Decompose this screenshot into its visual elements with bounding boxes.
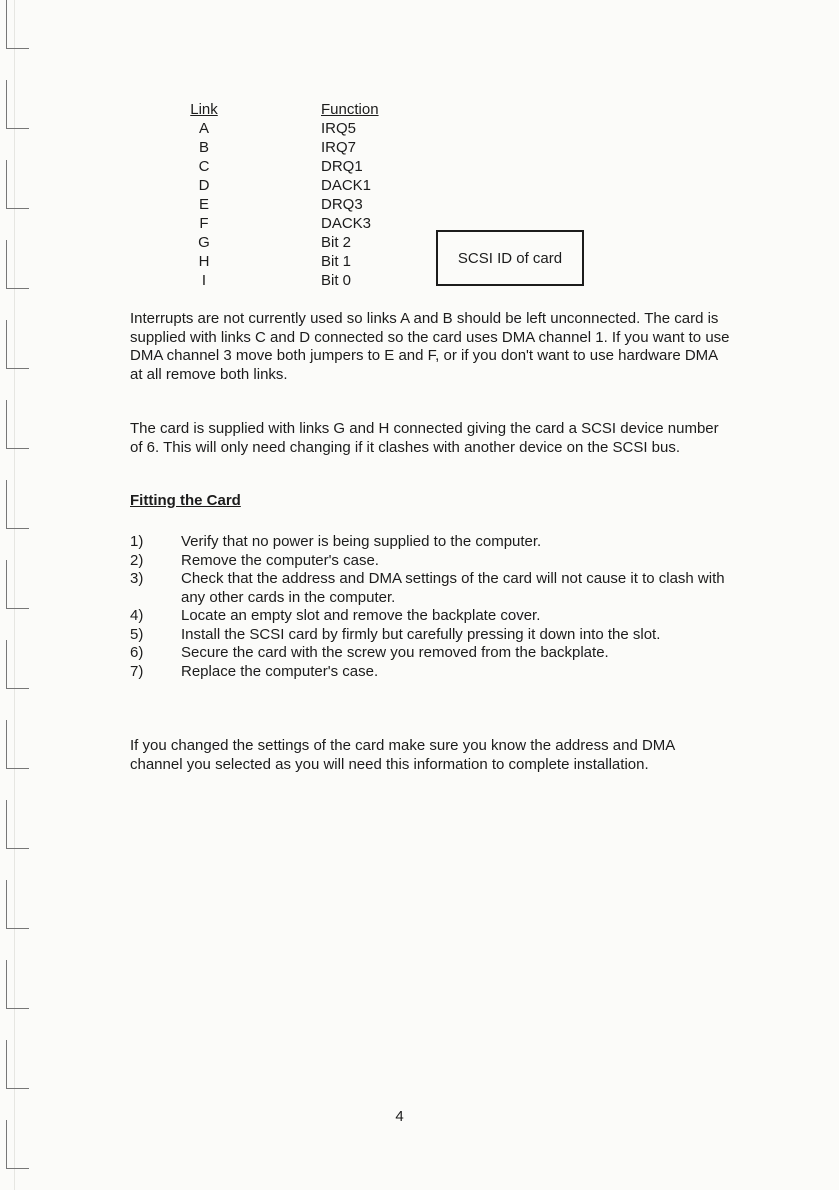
binding-mark xyxy=(6,0,29,49)
step-text: Replace the computer's case. xyxy=(181,662,379,680)
link-table-row xyxy=(175,271,411,290)
link-table-row xyxy=(175,157,411,176)
function-column-header: Function xyxy=(321,101,379,118)
link-function: Bit 1 xyxy=(321,253,352,270)
link-table-row xyxy=(175,138,411,157)
link-id: B xyxy=(198,139,209,156)
step-text: Secure the card with the screw you removed from the backplate. xyxy=(181,644,609,661)
link-id: A xyxy=(198,120,209,137)
link-table-header xyxy=(175,100,411,119)
binding-mark xyxy=(6,720,29,769)
page-number: 4 xyxy=(395,1108,404,1125)
binding-mark xyxy=(6,1120,29,1169)
link-function: IRQ5 xyxy=(321,120,357,137)
binding-mark xyxy=(6,80,29,129)
fitting-step xyxy=(130,552,730,571)
binding-mark xyxy=(6,160,29,209)
link-function: DACK1 xyxy=(321,177,372,194)
fitting-section-heading: Fitting the Card xyxy=(130,492,241,509)
fitting-steps-list xyxy=(130,533,730,681)
binding-mark xyxy=(6,880,29,929)
binding-mark xyxy=(6,400,29,449)
link-table-row xyxy=(175,252,411,271)
fitting-step xyxy=(130,663,730,682)
fitting-step xyxy=(130,644,730,663)
link-function: IRQ7 xyxy=(321,139,357,156)
fitting-step xyxy=(130,626,730,645)
link-function: Bit 2 xyxy=(321,234,352,251)
link-function: DACK3 xyxy=(321,215,372,232)
link-id: H xyxy=(198,253,210,270)
link-id: C xyxy=(198,158,210,175)
link-function-table xyxy=(175,100,411,290)
link-function: DRQ1 xyxy=(321,158,363,175)
fitting-step xyxy=(130,607,730,626)
scsi-id-callout-box xyxy=(436,230,584,286)
step-number: 2) xyxy=(130,551,144,569)
link-function: Bit 0 xyxy=(321,272,352,289)
step-number: 5) xyxy=(130,625,144,643)
step-text: Install the SCSI card by firmly but carefully pressing it down into the slot. xyxy=(181,625,661,643)
link-id: G xyxy=(198,234,210,251)
link-table-row xyxy=(175,195,411,214)
binding-mark xyxy=(6,800,29,849)
link-id: F xyxy=(199,215,209,232)
binding-mark xyxy=(6,640,29,689)
step-number: 1) xyxy=(130,533,144,550)
link-id: D xyxy=(198,177,210,194)
link-id: I xyxy=(201,272,207,289)
link-table-row xyxy=(175,214,411,233)
fitting-step xyxy=(130,533,730,552)
link-id: E xyxy=(198,196,209,213)
closing-paragraph: If you changed the settings of the card make sure you know the address and DMA channel you selected as you will need this information to complete installation. xyxy=(130,737,675,773)
step-number: 6) xyxy=(130,644,144,661)
scsi-id-callout-label: SCSI ID of card xyxy=(457,249,563,267)
step-text: Verify that no power is being supplied to the computer. xyxy=(181,533,542,550)
binding-mark xyxy=(6,240,29,289)
link-column-header: Link xyxy=(190,101,218,118)
link-table-row xyxy=(175,119,411,138)
step-text: Locate an empty slot and remove the backplate cover. xyxy=(181,607,541,624)
step-number: 4) xyxy=(130,607,144,624)
step-number: 3) xyxy=(130,570,144,587)
step-text: Check that the address and DMA settings of the card will not cause it to clash with any other cards in the computer. xyxy=(181,570,725,606)
binding-mark xyxy=(6,560,29,609)
link-function: DRQ3 xyxy=(321,196,363,213)
fitting-step xyxy=(130,570,730,607)
scsi-id-paragraph: The card is supplied with links G and H connected giving the card a SCSI device number of 6. This will only need changing if it clashes with another device on the SCSI bus. xyxy=(130,420,719,456)
binding-mark xyxy=(6,960,29,1009)
binding-mark xyxy=(6,1040,29,1089)
link-table-row xyxy=(175,233,411,252)
interrupts-paragraph: Interrupts are not currently used so links A and B should be left unconnected. The card is supplied with links C and D connected so the card uses DMA channel 1. If you want to use DMA channel 3 move both jumpers to E and F, or if you don't want to use hardware DMA at all remove both links. xyxy=(130,310,730,383)
binding-mark xyxy=(6,480,29,529)
step-text: Remove the computer's case. xyxy=(181,551,379,569)
binding-mark xyxy=(6,320,29,369)
link-table-row xyxy=(175,176,411,195)
step-number: 7) xyxy=(130,662,144,680)
